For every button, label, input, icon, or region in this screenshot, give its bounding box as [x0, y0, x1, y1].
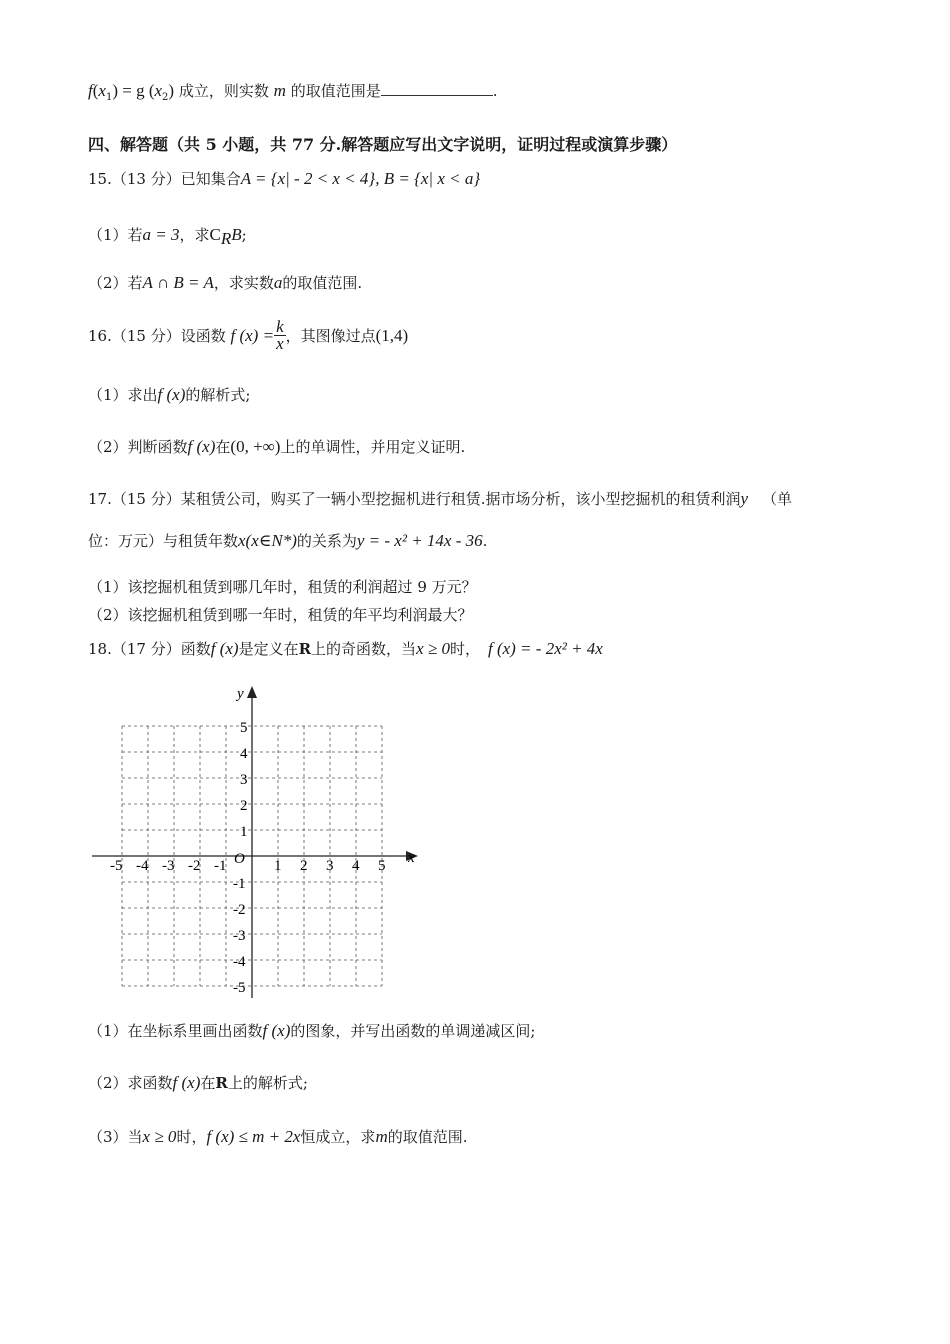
origin-label: O [234, 851, 245, 867]
math-eq-mid: ) = g ( [112, 81, 155, 100]
condition-text: 成立，则实数 [178, 82, 269, 100]
y-tick-label: -3 [233, 928, 246, 944]
y-tick-label: -4 [233, 954, 246, 970]
coordinate-grid [88, 680, 428, 1005]
q18-part1: （1）在坐标系里画出函数f (x)的图象，并写出函数的单调递减区间; [88, 1021, 536, 1040]
q17-domain: x(x∈N*) [238, 531, 297, 550]
x-tick-label: -3 [162, 858, 175, 874]
top-condition-line: $f(x_1) = g$ $(x_2)$ 成立，则实数 m 的取值范围是 . [88, 81, 498, 103]
math-x1: x [98, 81, 106, 100]
q16-interval: (0, +∞) [230, 437, 281, 456]
math-x2: x [154, 81, 163, 100]
y-tick-label: 5 [240, 720, 248, 736]
y-tick-label: 4 [240, 746, 248, 762]
x-tick-label: 2 [300, 858, 308, 874]
range-text: 的取值范围是 [290, 82, 381, 100]
q18-stem: 18.（17 分）函数f (x)是定义在R上的奇函数，当x ≥ 0时， f (x) = - 2x² + 4x [88, 639, 603, 658]
y-tick-label: -2 [233, 902, 246, 918]
q16-part2: （2）判断函数f (x)在(0, +∞)上的单调性，并用定义证明. [88, 437, 466, 456]
x-tick-label: 4 [352, 858, 360, 874]
q18-part2: （2）求函数f (x)在R上的解析式; [88, 1073, 308, 1092]
q18-formula: f (x) = - 2x² + 4x [487, 639, 603, 658]
y-tick-label: 3 [240, 772, 248, 788]
x-tick-label: -4 [136, 858, 149, 874]
tick-labels [110, 720, 386, 996]
q16-fx: f (x) = [230, 326, 275, 345]
x-tick-label: 5 [378, 858, 386, 874]
y-axis-label: y [237, 686, 244, 702]
q15-p1-cond: a = 3 [142, 225, 180, 244]
x-tick-label: -5 [110, 858, 123, 874]
q17-line1: 17.（15 分）某租赁公司，购买了一辆小型挖掘机进行租赁.据市场分析，该小型挖掘机的租赁利润y （单 [88, 489, 793, 508]
answer-blank[interactable] [381, 81, 493, 96]
q15-part1: （1）若a = 3，求$C_RB$; [88, 225, 247, 248]
y-tick-label: -5 [233, 980, 246, 996]
q16-point: (1,4) [375, 326, 409, 345]
q16-part1: （1）求出f (x)的解析式; [88, 385, 251, 404]
y-tick-label: 2 [240, 798, 248, 814]
y-axis-arrow [247, 686, 257, 698]
y-tick-label: 1 [240, 824, 248, 840]
q17-formula: y = - x² + 14x - 36 [356, 531, 483, 550]
q15-sets: A = {x| - 2 < x < 4}, B = {x| x < a} [240, 169, 481, 188]
q18-inequality: f (x) ≤ m + 2x [206, 1127, 301, 1146]
q16-stem: 16.（15 分）设函数 f (x) = $\frac{k}{x}$ ，其图像过点(1,4) [88, 316, 409, 353]
q18-part3: （3）当x ≥ 0时，f (x) ≤ m + 2x恒成立，求m的取值范围. [88, 1127, 468, 1146]
q15-part2: （2）若A ∩ B = A，求实数a的取值范围. [88, 273, 363, 292]
q17-part1: （1）该挖掘机租赁到哪几年时，租赁的利润超过 9 万元？ [88, 578, 477, 596]
x-tick-label: 3 [326, 858, 334, 874]
q16-fraction: $\frac{k}{x}$ [276, 316, 284, 353]
var-m: m [273, 81, 286, 100]
x-axis-label: x [408, 850, 415, 866]
q17-line2: 位：万元）与租赁年数x(x∈N*)的关系为y = - x² + 14x - 36. [88, 531, 488, 550]
q17-part2: （2）该挖掘机租赁到哪一年时，租赁的年平均利润最大？ [88, 606, 473, 624]
section-heading: 四、解答题（共 5 小题，共 77 分.解答题应写出文字说明，证明过程或演算步骤） [88, 135, 678, 154]
x-tick-label: -2 [188, 858, 201, 874]
y-tick-label: -1 [233, 876, 246, 892]
x-tick-label: -1 [214, 858, 227, 874]
math-f: f [88, 81, 93, 100]
q15-stem: 15.（13 分）已知集合A = {x| - 2 < x < 4}, B = {x| x < a} [88, 169, 481, 188]
x-tick-label: 1 [274, 858, 282, 874]
q15-p2-cond: A ∩ B = A [142, 273, 214, 292]
complement-symbol: C [209, 225, 221, 244]
